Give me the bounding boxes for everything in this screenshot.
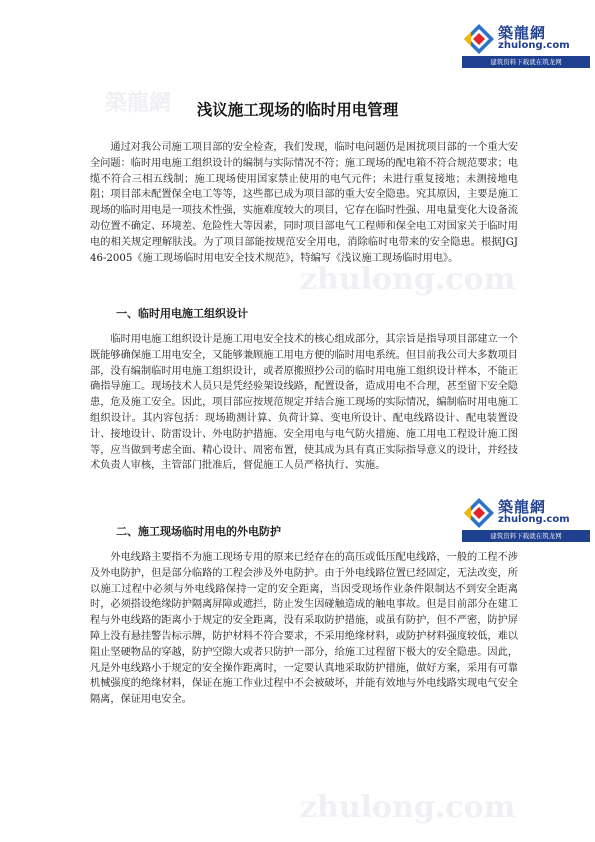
watermark-logo-text: 築龍網 (105, 90, 172, 116)
watermark-domain-text: zhulong.com (300, 262, 516, 297)
document-title: 浅议施工现场的临时用电管理 (196, 101, 399, 119)
section2-heading: 二、施工现场临时用电的外电防护 (116, 525, 281, 538)
watermark-domain-text-bottom: zhulong.com (300, 790, 516, 825)
logo-slogan-text: 建筑资料下载就在筑龙网 (462, 530, 590, 542)
zhulong-emblem-icon (462, 496, 496, 530)
logo-brand-text: 築龍網 (498, 24, 547, 42)
logo-domain-text: zhulong.com (498, 40, 570, 51)
intro-paragraph: 通过对我公司施工项目部的安全检查，我们发现，临时电问题仍是困扰项目部的一个重大安全问题：临时用电施工组织设计的编制与实际情况不符；施工现场的配电箱不符合规范要求；电缆不符合三相五线制；施工现场使用国家禁止使用的电气元件；未进行重复接地；未测接地电阻；项目部未配置保全电工等等，这些都已成为项目部的重大安全隐患。究其原因，主要是施工现场的临时用电是一项技术性强，实施难度较大的项目，它存在临时性强、用电量变化大设备流动位置不确定、环境差、危险性大等因素，同时项目部电气工程师和保全电工对国家关于临时用电的相关规定理解肤浅。为了项目部能按规范安全用电，消除临时电带来的安全隐患。根据JGJ46-2005《施工现场临时用电安全技术规范》，特编写《浅议施工现场临时用电》。 (90, 142, 518, 264)
section2-paragraph: 外电线路主要指不为施工现场专用的原来已经存在的高压或低压配电线路，一般的工程不涉及外电防护，但是部分临路的工程会涉及外电防护。由于外电线路位置已经固定，无法改变，所以施工过程中必须与外电线路保持一定的安全距离，当因受现场作业条件限制达不到安全距离时，必须搭设绝缘防护隔离屏障或遮拦，防止发生因碰触造成的触电事故。但是目前部分在建工程与外电线路的距离小于规定的安全距离，没有采取防护措施，或虽有防护，但不严密，防护屏障上没有悬挂警告标示牌，防护材料不符合要求，不采用绝缘材料，或防护材料强度较低，难以阻止坚硬物品的穿越，防护空隙大或者只防护一部分，给施工过程留下极大的安全隐患。因此，凡是外电线路小于规定的安全操作距离时，一定要认真地采取防护措施，做好方案，采用有可靠机械强度的绝缘材料，保证在施工作业过程中不会被破坏，并能有效地与外电线路实现电气安全隔离，保证用电安全。 (90, 552, 518, 706)
logo-brand-text: 築龍網 (498, 498, 547, 516)
zhulong-logo-secondary (462, 496, 592, 544)
section1-heading: 一、临时用电施工组织设计 (116, 307, 248, 320)
logo-slogan-text: 建筑资料下载就在筑龙网 (462, 56, 590, 68)
zhulong-logo (462, 22, 592, 70)
logo-domain-text: zhulong.com (498, 514, 570, 525)
section1-paragraph: 临时用电施工组织设计是施工用电安全技术的核心组成部分，其宗旨是指导项目部建立一个既能够确保施工用电安全，又能够兼顾施工用电方便的临时用电系统。但目前我公司大多数项目部，没有编制临时用电施工组织设计，或者原搬照抄公司的临时用电施工组织设计样本，不能正确指导施工。现场技术人员只是凭经验架设线路，配置设备，造成用电不合理，甚至留下安全隐患，危及施工安全。因此，项目部应按规范规定并结合施工现场的实际情况，编制临时用电施工组织设计。其内容包括：现场勘测计算、负荷计算、变电所设计、配电线路设计、配电装置设计、接地设计、防雷设计、外电防护措施、安全用电与电气防火措施、施工用电工程设计施工图等，应当做到考虑全面、精心设计、周密布置，使其成为具有真正实际指导意义的设计，并经技术负责人审核，主管部门批准后，督促施工人员严格执行、实施。 (90, 334, 518, 472)
zhulong-emblem-icon (462, 22, 496, 56)
